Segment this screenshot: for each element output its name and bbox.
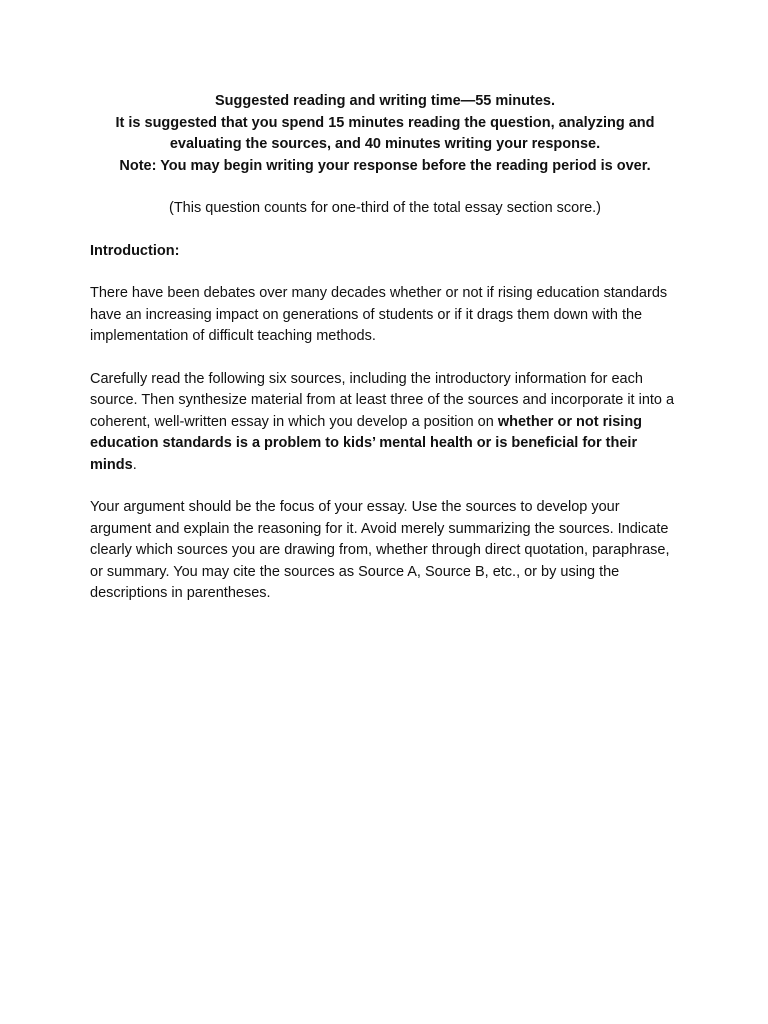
paragraph-2-end: . <box>132 456 137 473</box>
spacer <box>90 348 680 369</box>
document-page <box>90 91 680 605</box>
paragraph-2-start: Carefully read the following six sources, including the introductory information for each source. Then synthesize material from at least three of the sources and incorporate it into a coherent, well-written essay in which you develop a position on <box>90 370 675 430</box>
reading-note: Note: You may begin writing your response before the reading period is over. <box>119 157 651 174</box>
intro-paragraph-3: Your argument should be the focus of your essay. Use the sources to develop your argument and explain the reasoning for it. Avoid merely summarizing the sources. Indicate clearly which sources you are drawing from, whether through direct quotation, paraphrase, or summary. You may cite the sources as Source A, Source B, etc., or by using the descriptions in parentheses. <box>90 499 670 601</box>
time-suggestion: It is suggested that you spend 15 minutes reading the question, analyzing and evaluating the sources, and 40 minutes writing your response. <box>115 114 655 152</box>
introduction-heading: Introduction: <box>90 242 180 259</box>
spacer <box>90 177 680 198</box>
spacer <box>90 262 680 283</box>
spacer <box>90 220 680 241</box>
intro-paragraph-2 <box>90 369 680 477</box>
spacer <box>90 476 680 497</box>
intro-paragraph-1: There have been debates over many decades whether or not if rising education standards have an increasing impact on generations of students or if it drags them down with the implementation of difficult teaching methods. <box>90 285 668 344</box>
essay-prompt-bold: whether or not rising education standards is a problem to kids’ mental health or is beneficial for their minds <box>90 413 643 473</box>
score-note: (This question counts for one-third of the total essay section score.) <box>169 200 601 216</box>
time-heading: Suggested reading and writing time—55 minutes. <box>215 93 555 109</box>
